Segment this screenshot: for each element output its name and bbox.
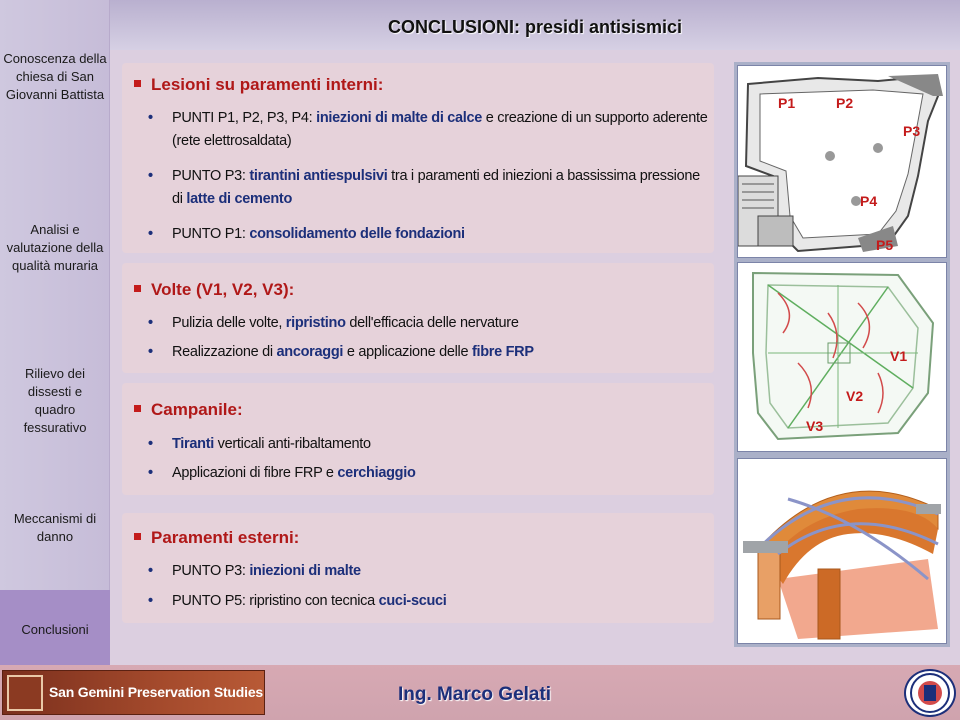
sidebar-item-rilievo[interactable]: [0, 365, 110, 437]
highlight-text: iniezioni di malte di calce: [316, 110, 483, 126]
vault-drawing: [738, 263, 946, 451]
square-bullet-icon: [134, 285, 141, 292]
highlight-text: cuci-scuci: [378, 593, 447, 609]
bullet-dot-icon: •: [148, 593, 153, 609]
section-title-text: Paramenti esterni:: [151, 528, 300, 547]
bullet-item: [148, 590, 708, 613]
text-part: verticali anti-ribaltamento: [213, 436, 371, 452]
sgps-logo: [2, 670, 265, 715]
images-column: [734, 62, 950, 647]
text-part: PUNTO P3:: [172, 168, 250, 184]
header: [110, 0, 960, 50]
text-part: e applicazione delle: [343, 344, 472, 360]
highlight-text: latte di cemento: [186, 191, 293, 207]
section-title: [134, 280, 294, 300]
vault-label-v1: V1: [890, 348, 908, 364]
bullet-dot-icon: •: [148, 465, 153, 481]
highlight-text: Tiranti: [172, 436, 214, 452]
highlight-text: ripristino: [285, 315, 346, 331]
plan-label-p2: P2: [836, 95, 854, 111]
text-part: Applicazioni di fibre FRP e: [172, 465, 338, 481]
sidebar-item-label: Analisi e valutazione della qualità muraria: [6, 222, 104, 273]
bullet-item: [148, 165, 708, 211]
university-seal-icon: [904, 669, 956, 717]
section-title: [134, 528, 299, 548]
section-title-text: Campanile:: [151, 400, 243, 419]
church-plan-image: [737, 65, 947, 258]
bullet-item: [148, 462, 708, 485]
bullet-dot-icon: •: [148, 315, 153, 331]
section-card-lesioni: [122, 63, 714, 253]
sidebar: [0, 0, 110, 665]
bullet-item: [148, 560, 708, 583]
text-part: PUNTO P3:: [172, 563, 250, 579]
vault-3d-drawing: [738, 459, 946, 643]
highlight-text: iniezioni di malte: [249, 563, 361, 579]
sidebar-item-analisi[interactable]: [0, 221, 110, 275]
highlight-text: tirantini antiespulsivi: [249, 168, 388, 184]
section-card-volte: [122, 263, 714, 373]
sidebar-item-conclusioni[interactable]: [0, 590, 110, 665]
plan-drawing: [738, 66, 946, 257]
section-title-text: Lesioni su paramenti interni:: [151, 75, 384, 94]
sidebar-item-label: Rilievo dei dissesti e quadro fessurativo: [23, 366, 87, 435]
text-part: dell'efficacia delle nervature: [345, 315, 519, 331]
highlight-text: consolidamento delle fondazioni: [249, 226, 465, 242]
plan-label-p5: P5: [876, 237, 894, 253]
vault-3d-render-image: [737, 458, 947, 644]
text-part: PUNTO P1:: [172, 226, 250, 242]
square-bullet-icon: [134, 80, 141, 87]
logo-text: San Gemini Preservation Studies: [49, 684, 263, 700]
bullet-item: [148, 433, 708, 456]
text-part: PUNTO P5: ripristino con tecnica: [172, 593, 379, 609]
bullet-dot-icon: •: [148, 110, 153, 126]
square-bullet-icon: [134, 405, 141, 412]
square-bullet-icon: [134, 533, 141, 540]
sidebar-item-conoscenza[interactable]: [0, 50, 110, 104]
bullet-dot-icon: •: [148, 226, 153, 242]
highlight-text: fibre FRP: [471, 344, 534, 360]
highlight-text: cerchiaggio: [337, 465, 416, 481]
text-part: Pulizia delle volte,: [172, 315, 286, 331]
bullet-dot-icon: •: [148, 168, 153, 184]
bullet-item: [148, 107, 708, 153]
section-card-campanile: [122, 383, 714, 495]
text-part: Realizzazione di: [172, 344, 277, 360]
vault-label-v3: V3: [806, 418, 824, 434]
bullet-item: [148, 341, 708, 364]
page-title: CONCLUSIONI: presidi antisismici: [387, 17, 683, 37]
text-part: tra i paramenti ed iniezioni a bassissima pressione di: [172, 168, 700, 207]
vault-plan-image: [737, 262, 947, 452]
highlight-text: ancoraggi: [276, 344, 344, 360]
plan-label-p3: P3: [903, 123, 921, 139]
bullet-item: [148, 223, 708, 246]
sidebar-item-label: Conclusioni: [21, 622, 89, 637]
footer: [0, 665, 960, 720]
bullet-dot-icon: •: [148, 344, 153, 360]
sidebar-item-label: Conoscenza della chiesa di San Giovanni Battista: [3, 51, 107, 102]
sidebar-item-meccanismi[interactable]: [0, 510, 110, 546]
text-part: e creazione di un supporto aderente (rete elettrosaldata): [172, 110, 708, 149]
text-part: PUNTI P1, P2, P3, P4:: [172, 110, 317, 126]
plan-label-p4: P4: [860, 193, 878, 209]
plan-label-p1: P1: [778, 95, 796, 111]
bullet-item: [148, 312, 708, 335]
section-card-paramenti-esterni: [122, 513, 714, 623]
section-title: [134, 400, 243, 420]
section-title: [134, 75, 383, 95]
author-name: Ing. Marco Gelati: [398, 684, 552, 705]
bullet-dot-icon: •: [148, 436, 153, 452]
bullet-dot-icon: •: [148, 563, 153, 579]
sidebar-item-label: Meccanismi di danno: [13, 511, 97, 544]
vault-label-v2: V2: [846, 388, 864, 404]
sgps-emblem-icon: [7, 675, 43, 711]
section-title-text: Volte (V1, V2, V3):: [151, 280, 295, 299]
